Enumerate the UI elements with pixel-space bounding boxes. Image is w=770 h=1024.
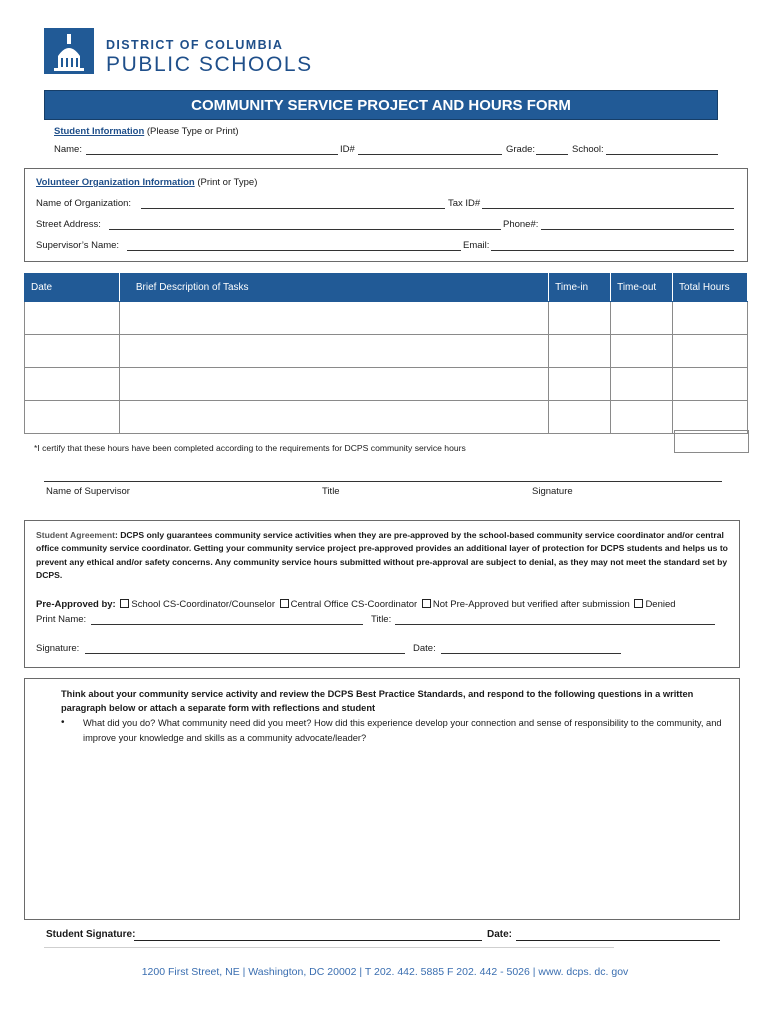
capitol-dome-icon: [44, 28, 94, 74]
bullet-icon: •: [61, 717, 65, 728]
option-not-preapproved: Not Pre-Approved but verified after submission: [432, 599, 630, 610]
cell-date[interactable]: [25, 368, 120, 401]
col-time-in: Time-in: [549, 274, 611, 302]
cell-time-in[interactable]: [549, 335, 611, 368]
agreement-paragraph: [36, 529, 732, 583]
cell-description[interactable]: [119, 368, 548, 401]
phone-label: Phone#:: [503, 219, 539, 230]
col-date: Date: [25, 274, 120, 302]
student-agreement-box: [24, 520, 740, 668]
col-total-hours: Total Hours: [673, 274, 748, 302]
agreement-signature-field[interactable]: [85, 653, 405, 654]
total-hours-sum-field[interactable]: [674, 430, 749, 453]
print-name-label: Print Name:: [36, 614, 87, 625]
footer-divider: [44, 947, 614, 948]
col-description: Brief Description of Tasks: [119, 274, 548, 302]
student-signature-field[interactable]: [134, 940, 482, 941]
certification-text: *I certify that these hours have been completed according to the requirements for DCPS community service hours: [34, 443, 466, 453]
supervisor-signature-line[interactable]: [44, 481, 722, 482]
email-field[interactable]: [491, 250, 734, 251]
school-field[interactable]: [606, 154, 718, 155]
preapproved-row: [36, 599, 676, 610]
checkbox-denied[interactable]: [634, 599, 643, 608]
signature-label: Signature:: [36, 643, 80, 654]
agreement-date-field[interactable]: [441, 653, 621, 654]
dcps-logo: [44, 28, 94, 74]
email-label: Email:: [463, 240, 490, 251]
org-name-line2: PUBLIC SCHOOLS: [106, 53, 313, 76]
cell-total-hours[interactable]: [673, 302, 748, 335]
volunteer-org-note: (Print or Type): [197, 177, 258, 188]
student-info-heading: Student Information: [54, 126, 145, 137]
cell-date[interactable]: [25, 335, 120, 368]
form-title: COMMUNITY SERVICE PROJECT AND HOURS FORM: [44, 90, 718, 120]
footer-contact: 1200 First Street, NE | Washington, DC 20002 | T 202. 442. 5885 F 202. 442 - 5026 | www. dcps. dc. gov: [141, 966, 629, 978]
checkbox-not-preapproved[interactable]: [422, 599, 431, 608]
sig-signature-label: Signature: [532, 486, 573, 497]
reflection-response-area[interactable]: [45, 755, 721, 909]
student-date-label: Date:: [487, 929, 513, 940]
street-label: Street Address:: [36, 219, 101, 230]
org-name-line1: DISTRICT OF COLUMBIA: [106, 38, 284, 52]
tax-id-label: Tax ID#: [448, 198, 481, 209]
grade-label: Grade:: [506, 144, 536, 155]
sig-title-label: Title: [322, 486, 340, 497]
tasks-table-header: [25, 274, 748, 302]
cell-time-out[interactable]: [611, 401, 673, 434]
phone-field[interactable]: [541, 229, 734, 230]
cell-date[interactable]: [25, 401, 120, 434]
tax-id-field[interactable]: [482, 208, 734, 209]
cell-time-out[interactable]: [611, 335, 673, 368]
grade-field[interactable]: [536, 154, 568, 155]
cell-total-hours[interactable]: [673, 401, 748, 434]
cell-time-out[interactable]: [611, 302, 673, 335]
option-school-coordinator: School CS-Coordinator/Counselor: [131, 599, 275, 610]
street-field[interactable]: [109, 229, 501, 230]
agreement-label: Student Agreement: [36, 530, 115, 540]
reflection-box: [24, 678, 740, 920]
table-row: [25, 401, 748, 434]
cell-description[interactable]: [119, 302, 548, 335]
volunteer-org-box: [24, 168, 748, 262]
cell-time-in[interactable]: [549, 302, 611, 335]
id-label: ID#: [340, 144, 355, 155]
student-info-row: [54, 144, 724, 158]
agreement-text: : DCPS only guarantees community service activities when they are pre-approved by the school-based community service coordinator and/or central office community service coordinator. Getting your community service project pre-approved provides an additional layer of protection for DCPS students and helps us to prevent any ethical and/or safety concerns. Any community service hours submitted without pre-approval are subject to denial, as they may not meet the standard set by DCPS.: [36, 530, 728, 581]
sig-name-label: Name of Supervisor: [46, 486, 130, 497]
student-info-heading-row: [54, 126, 239, 137]
title-field[interactable]: [395, 624, 715, 625]
option-central-office: Central Office CS-Coordinator: [290, 599, 418, 610]
id-field[interactable]: [358, 154, 502, 155]
student-date-field[interactable]: [516, 940, 720, 941]
cell-date[interactable]: [25, 302, 120, 335]
volunteer-org-heading-row: [36, 177, 257, 188]
option-denied: Denied: [645, 599, 676, 610]
name-field[interactable]: [86, 154, 338, 155]
tasks-table: [24, 273, 748, 434]
reflection-bullet: What did you do? What community need did you meet? How did this experience develop your connection and sense of responsibility to the community, and improve your knowledge and skills as a community advocate/leader?: [83, 718, 722, 743]
cell-total-hours[interactable]: [673, 335, 748, 368]
table-row: [25, 335, 748, 368]
table-row: [25, 368, 748, 401]
volunteer-org-heading: Volunteer Organization Information: [36, 177, 195, 188]
checkbox-school-coordinator[interactable]: [120, 599, 129, 608]
cell-time-in[interactable]: [549, 368, 611, 401]
cell-time-out[interactable]: [611, 368, 673, 401]
preapproved-label: Pre-Approved by:: [36, 599, 116, 610]
name-label: Name:: [54, 144, 82, 155]
supervisor-field[interactable]: [127, 250, 461, 251]
col-time-out: Time-out: [611, 274, 673, 302]
cell-description[interactable]: [119, 401, 548, 434]
cell-description[interactable]: [119, 335, 548, 368]
org-name-field[interactable]: [141, 208, 445, 209]
cell-time-in[interactable]: [549, 401, 611, 434]
reflection-intro: Think about your community service activity and review the DCPS Best Practice Standards, and respond to the following questions in a written paragraph below or attach a separate form with reflections and student: [61, 689, 694, 713]
checkbox-central-office[interactable]: [280, 599, 289, 608]
agreement-date-label: Date:: [413, 643, 436, 654]
cell-total-hours[interactable]: [673, 368, 748, 401]
print-name-field[interactable]: [91, 624, 363, 625]
table-row: [25, 302, 748, 335]
org-name-label: Name of Organization:: [36, 198, 132, 209]
school-label: School:: [572, 144, 604, 155]
student-signature-label: Student Signature:: [46, 929, 136, 940]
supervisor-label: Supervisor’s Name:: [36, 240, 120, 251]
title-label: Title:: [371, 614, 392, 625]
student-info-note: (Please Type or Print): [146, 126, 239, 137]
